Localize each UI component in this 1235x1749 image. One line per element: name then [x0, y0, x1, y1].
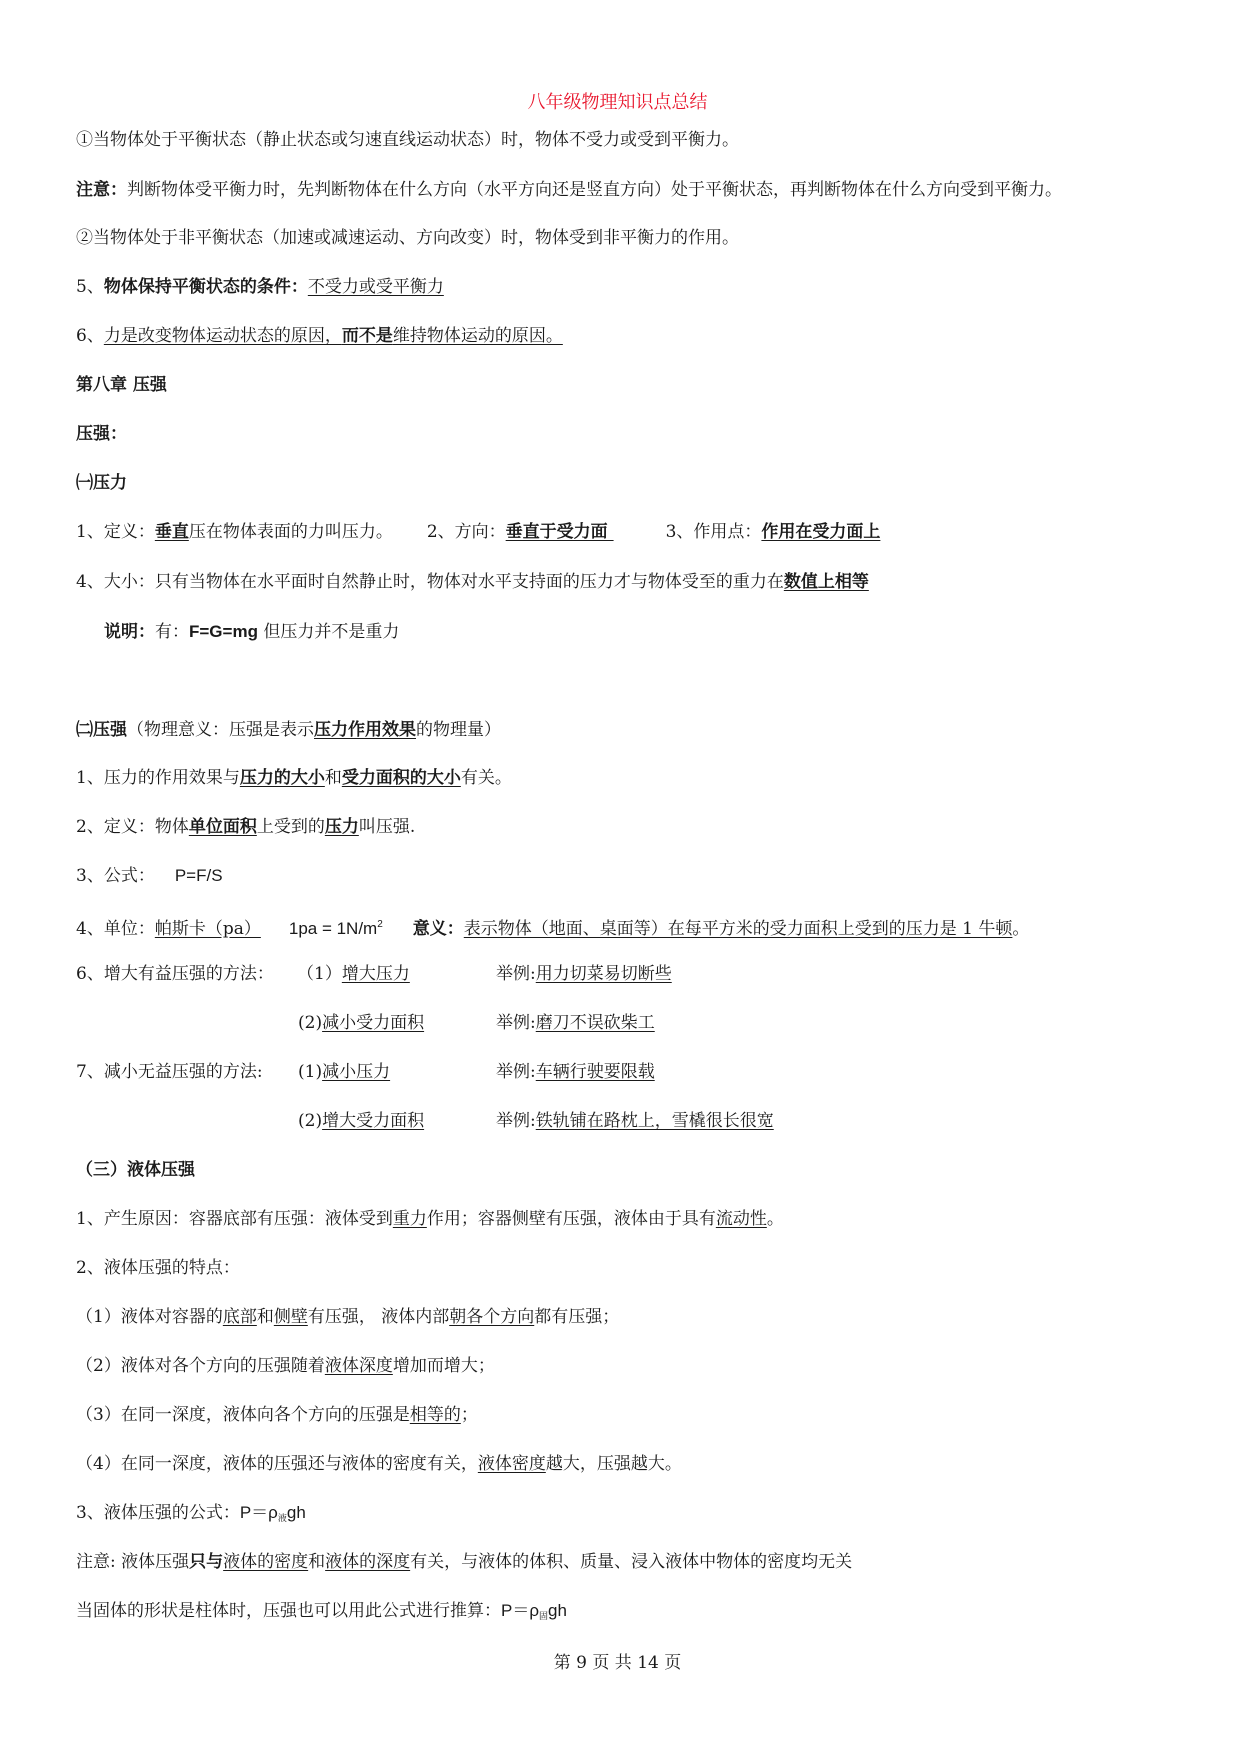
text: 作用；容器侧壁有压强，液体由于具有 [426, 1209, 716, 1229]
text-line [496, 1060, 655, 1084]
text-line [76, 1207, 784, 1231]
text-line [104, 620, 399, 644]
underlined-text: 减小受力面积 [322, 1013, 425, 1033]
underlined-bold-text: 压力的大小 [239, 768, 325, 788]
formula: gh [286, 1503, 306, 1522]
formula: P=F/S [174, 866, 223, 885]
bold-text: 只与 [189, 1552, 224, 1572]
text-line [496, 962, 672, 986]
text-line [76, 1256, 240, 1280]
underlined-bold-text: 作用在受力面上 [761, 522, 881, 542]
text: 增加而增大； [392, 1356, 495, 1376]
bold-text: 物体保持平衡状态的条件： [103, 277, 308, 297]
text: 4、大小：只有当物体在水平面时自然静止时，物体对水平支持面的压力才与物体受至的重力在 [76, 572, 784, 592]
underlined-text: 液体密度 [477, 1454, 546, 1474]
bold-text: 意义： [412, 919, 464, 939]
underlined-bold-text: 压力 [324, 817, 359, 837]
underlined-bold-text: 单位面积 [188, 817, 257, 837]
underlined-bold-text: 压力作用效果 [314, 720, 416, 740]
text-line [76, 766, 512, 790]
text: 压在物体表面的力叫压力。 [188, 522, 393, 542]
underlined-bold-text: 数值上相等 [783, 572, 869, 592]
text: 2、方向： [426, 522, 506, 542]
text: 1、压力的作用效果与 [76, 768, 240, 788]
text: 和 [308, 1552, 326, 1572]
underlined-text: 铁轨铺在路枕上，雪橇很长很宽 [535, 1111, 774, 1131]
underlined-text: 车辆行驶要限载 [535, 1062, 655, 1082]
text-line [298, 1011, 424, 1035]
text-line [76, 1452, 682, 1476]
text-line [298, 1060, 390, 1084]
text: 有关，与液体的体积、质量、浸入液体中物体的密度均无关 [410, 1552, 853, 1572]
underlined-bold-text: 垂直 [154, 522, 189, 542]
text: 和 [324, 768, 342, 788]
text: (2) [298, 1111, 323, 1131]
text: 2、液体压强的特点： [76, 1258, 240, 1278]
underlined-text: 底部 [222, 1307, 257, 1327]
text: （物理意义：压强是表示 [127, 720, 314, 740]
text: 有压强， 液体内部 [307, 1307, 450, 1327]
subsection-heading: ㈡压强 [76, 720, 127, 740]
text: 都有压强； [534, 1307, 620, 1327]
subsection-heading: （三）液体压强 [76, 1160, 195, 1180]
text: 2、定义：物体 [76, 817, 189, 837]
text: （1）液体对容器的 [76, 1307, 223, 1327]
text: 举例: [496, 1062, 536, 1082]
text: 上受到的 [256, 817, 325, 837]
text: 3、液体压强的公式： [76, 1503, 240, 1523]
superscript: 2 [377, 919, 383, 930]
text-line [76, 913, 1029, 941]
text: 举例: [496, 964, 536, 984]
text: (1) [298, 1062, 323, 1082]
text-line [76, 324, 563, 348]
text: 1、产生原因：容器底部有压强：液体受到 [76, 1209, 393, 1229]
text: 3、公式： [76, 866, 155, 886]
underlined-text: 液体深度 [324, 1356, 393, 1376]
underlined-bold-text: 垂直于受力面 [505, 522, 614, 542]
text-line [496, 1011, 655, 1035]
text: ①当物体处于平衡状态（静止状态或匀速直线运动状态）时，物体不受力或受到平衡力。 [76, 130, 739, 150]
text: 5、 [76, 277, 104, 297]
text-line [76, 275, 444, 299]
text-line [76, 1060, 263, 1084]
bold-text: 说明： [104, 622, 155, 642]
text: 叫压强. [358, 817, 416, 837]
text: 的物理量） [416, 720, 501, 740]
underlined-text: 用力切菜易切断些 [535, 964, 672, 984]
text-line [76, 178, 1062, 202]
text-line [76, 815, 415, 839]
underlined-text: 表示物体（地面、桌面等）在每平方米的受力面积上受到的压力是 1 牛顿 [463, 919, 1013, 939]
text: 和 [256, 1307, 274, 1327]
text-line [76, 962, 274, 986]
underlined-text: 相等的 [409, 1405, 461, 1425]
text: 有： [155, 622, 189, 642]
text-line [297, 962, 410, 986]
underlined-text: 不受力或受平衡力 [307, 277, 444, 297]
underlined-bold-text: 受力面积的大小 [341, 768, 461, 788]
underlined-text: 增大受力面积 [322, 1111, 425, 1131]
section-heading: 压强： [76, 424, 127, 444]
text: （1） [297, 964, 342, 984]
underlined-text: 侧壁 [273, 1307, 308, 1327]
text-line [76, 1354, 495, 1378]
text: 6、增大有益压强的方法： [76, 964, 274, 984]
text: 判断物体受平衡力时，先判断物体在什么方向（水平方向还是竖直方向）处于平衡状态，再判断物体在什么方向受到平衡力。 [127, 180, 1062, 200]
text: 3、作用点： [665, 522, 762, 542]
text: 4、单位： [76, 919, 155, 939]
formula: P＝ρ [239, 1503, 278, 1522]
subscript: 液 [277, 1514, 287, 1524]
text-line [76, 1305, 619, 1329]
text: 有关。 [460, 768, 512, 788]
text: 1、定义： [76, 522, 155, 542]
page-footer: 第 9 页 共 14 页 [553, 1653, 682, 1673]
subsection-heading: ㈠压力 [76, 473, 127, 493]
formula: gh [548, 1601, 567, 1620]
text-line [298, 1109, 424, 1133]
underlined-text: 重力 [392, 1209, 427, 1229]
subscript: 固 [539, 1612, 549, 1622]
underlined-text: 帕斯卡（pa） [154, 919, 261, 939]
formula: P＝ρ [501, 1601, 540, 1620]
text: ； [460, 1405, 478, 1425]
underlined-text: 力是改变物体运动状态的原因， [103, 326, 342, 346]
text: 6、 [76, 326, 104, 346]
text-line [76, 718, 501, 742]
underlined-text: 维持物体运动的原因。 [392, 326, 563, 346]
text: （4）在同一深度，液体的压强还与液体的密度有关， [76, 1454, 478, 1474]
underlined-text: 液体的深度 [325, 1552, 411, 1572]
text: 7、减小无益压强的方法: [76, 1062, 263, 1082]
text: (2) [298, 1013, 323, 1033]
text-line [76, 864, 223, 888]
text: 但压力并不是重力 [257, 622, 400, 642]
text: 。 [1012, 919, 1030, 939]
underlined-text: 液体的密度 [223, 1552, 309, 1572]
formula: F=G=mg [189, 622, 258, 641]
underlined-text: 增大压力 [341, 964, 410, 984]
text-line [76, 226, 739, 250]
note-label: 注意： [76, 180, 127, 200]
chapter-heading: 第八章 压强 [76, 375, 167, 395]
text: 举例: [496, 1013, 536, 1033]
underlined-text: 朝各个方向 [449, 1307, 535, 1327]
page-header-title: 八年级物理知识点总结 [527, 92, 708, 113]
underlined-text: 减小压力 [322, 1062, 391, 1082]
text: 。 [766, 1209, 784, 1229]
underlined-bold-text: 而不是 [341, 326, 393, 346]
text-line [76, 520, 880, 544]
text-line [76, 1403, 478, 1427]
text: 越大，压强越大。 [545, 1454, 682, 1474]
text-line [76, 128, 739, 152]
text: 当固体的形状是柱体时，压强也可以用此公式进行推算： [76, 1601, 501, 1621]
text: 注意: 液体压强 [76, 1552, 190, 1572]
text: ②当物体处于非平衡状态（加速或减速运动、方向改变）时，物体受到非平衡力的作用。 [76, 228, 739, 248]
underlined-text: 磨刀不误砍柴工 [535, 1013, 655, 1033]
text-line [76, 1550, 852, 1574]
text-line [76, 1599, 567, 1629]
text-line [496, 1109, 774, 1133]
underlined-text: 流动性 [715, 1209, 767, 1229]
text-line [76, 1501, 306, 1531]
text-line [76, 570, 869, 594]
unit-formula: 1pa = 1N/m [288, 919, 378, 938]
text: （3）在同一深度，液体向各个方向的压强是 [76, 1405, 410, 1425]
text: 举例: [496, 1111, 536, 1131]
text: （2）液体对各个方向的压强随着 [76, 1356, 325, 1376]
